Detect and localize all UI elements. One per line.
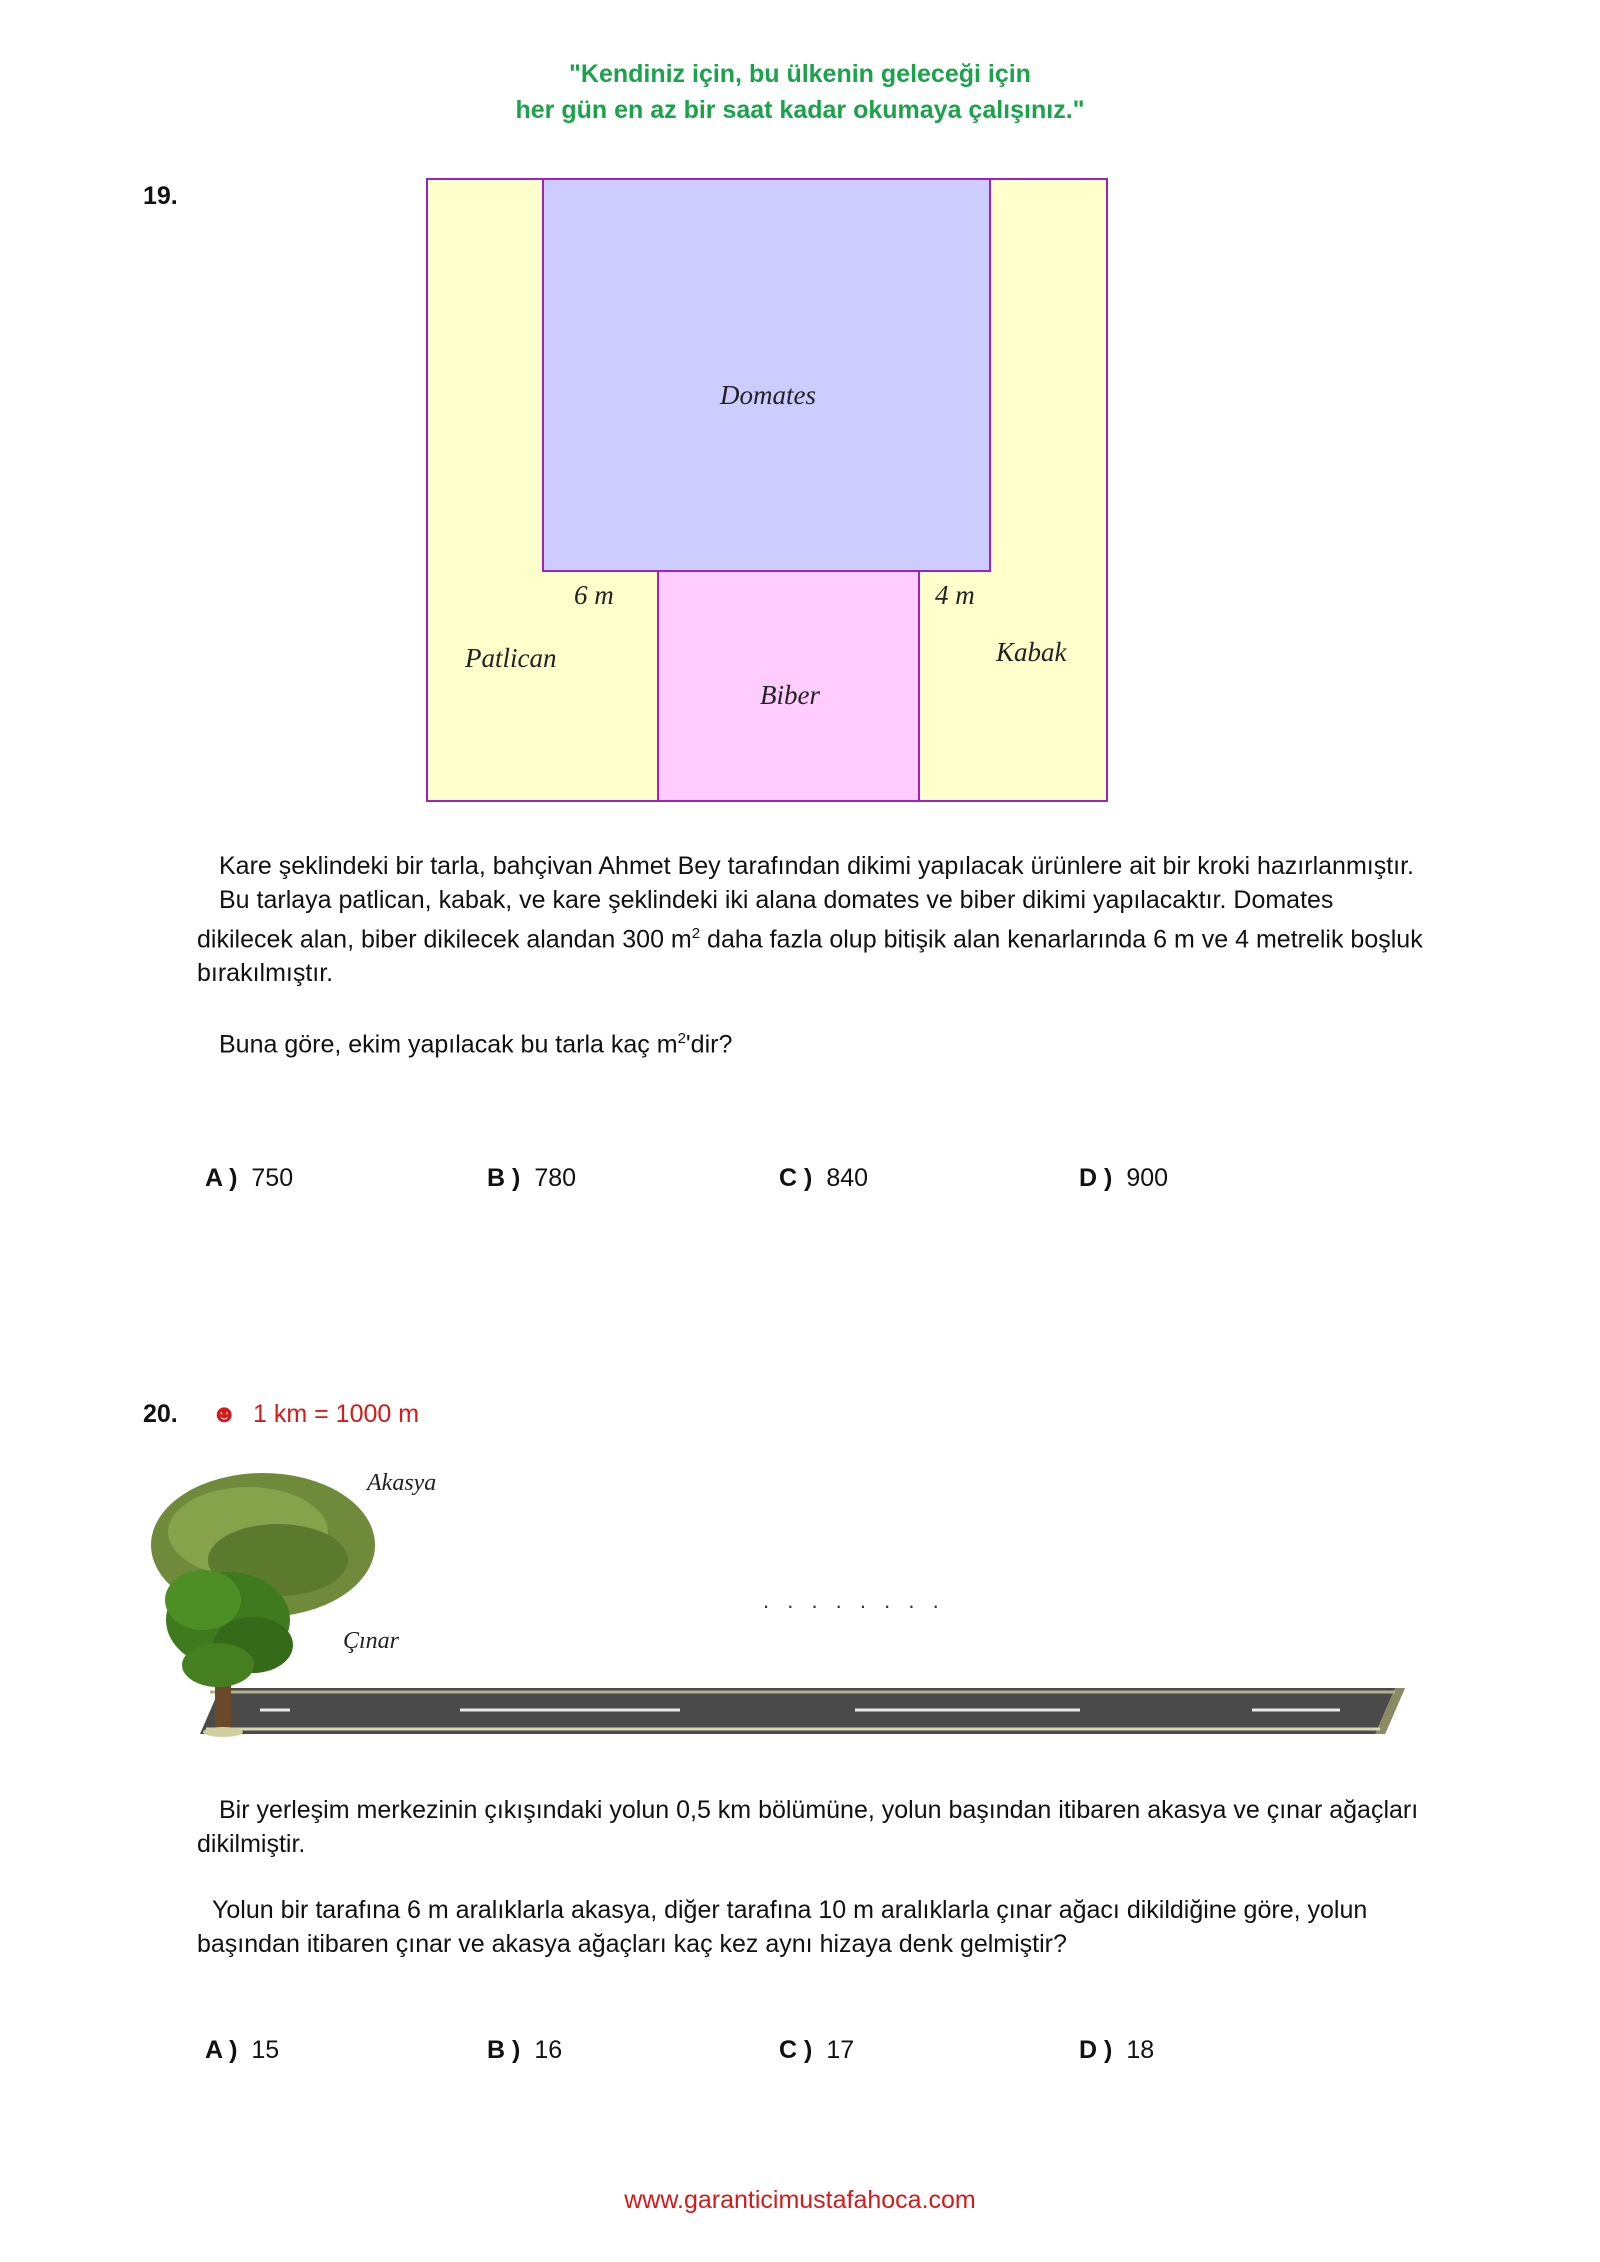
motto-line-2: her gün en az bir saat kadar okumaya çalışınız." <box>515 96 1085 124</box>
kabak-label: Kabak <box>996 637 1067 667</box>
q20-option-d[interactable]: D ) 18 <box>1079 2036 1155 2064</box>
akasya-label: Akasya <box>367 1470 437 1496</box>
footer-link[interactable]: www.garanticimustafahoca.com <box>624 2186 976 2214</box>
q20-paragraph-1: Bir yerleşim merkezinin çıkışındaki yolun 0,5 km bölümüne, yolun başından itibaren akasya ve çınar ağaçları dikilmiştir. <box>197 1796 1419 1858</box>
motto-line-1: "Kendiniz için, bu ülkenin geleceği için <box>569 60 1031 88</box>
trees-illustration <box>148 1470 388 1760</box>
q20-option-c[interactable]: C ) 17 <box>779 2036 855 2064</box>
q19-option-d[interactable]: D ) 900 <box>1079 1164 1169 1192</box>
question-19-number: 19. <box>143 182 178 210</box>
q19-question: Buna göre, ekim yapılacak bu tarla kaç $m^2'dir$? <box>219 1030 733 1059</box>
biber-label: Biber <box>760 680 820 710</box>
gap-left-label: 6 m <box>574 580 614 610</box>
q19-paragraph-2: Bu tarlaya patlican, kabak, ve kare şeklindeki iki alana domates ve biber dikimi yapılacaktır. Domates dikilecek alan, biber dikilecek alandan 300 $m^2$ daha fazla olup bitişik alan kenarlarında 6 m ve 4 metrelik boşluk bırakılmıştır. <box>197 886 1423 988</box>
unit-note: 1 km = 1000 m <box>253 1400 420 1428</box>
smiley-icon: ☻ <box>211 1400 238 1428</box>
q19-option-c[interactable]: C ) 840 <box>779 1164 869 1192</box>
q20-paragraph-2: Yolun bir tarafına 6 m aralıklarla akasya, diğer tarafına 10 m aralıklarla çınar ağacı dikildiğine göre, yolun başından itibaren çınar ve akasya ağaçları kaç kez aynı hizaya denk gelmiştir? <box>197 1896 1368 1958</box>
q20-option-b[interactable]: B ) 16 <box>487 2036 563 2064</box>
question-20-number: 20. <box>143 1400 178 1428</box>
q19-option-a[interactable]: A ) 750 <box>205 1164 294 1192</box>
q20-option-a[interactable]: A ) 15 <box>205 2036 280 2064</box>
q19-option-b[interactable]: B ) 780 <box>487 1164 577 1192</box>
domates-area <box>543 179 990 571</box>
q19-paragraph-1: Kare şeklindeki bir tarla, bahçivan Ahmet Bey tarafından dikimi yapılacak ürünlere ait bir kroki hazırlanmıştır. <box>219 852 1414 880</box>
question-19-text <box>197 849 1427 1062</box>
patlican-label: Patlican <box>465 643 557 673</box>
continuation-dots: . . . . . . . . <box>763 1588 945 1613</box>
gap-right-label: 4 m <box>935 580 975 610</box>
domates-label: Domates <box>720 380 816 410</box>
cinar-label: Çınar <box>343 1628 400 1654</box>
question-20-text <box>197 1793 1427 1961</box>
field-diagram <box>420 176 1120 806</box>
